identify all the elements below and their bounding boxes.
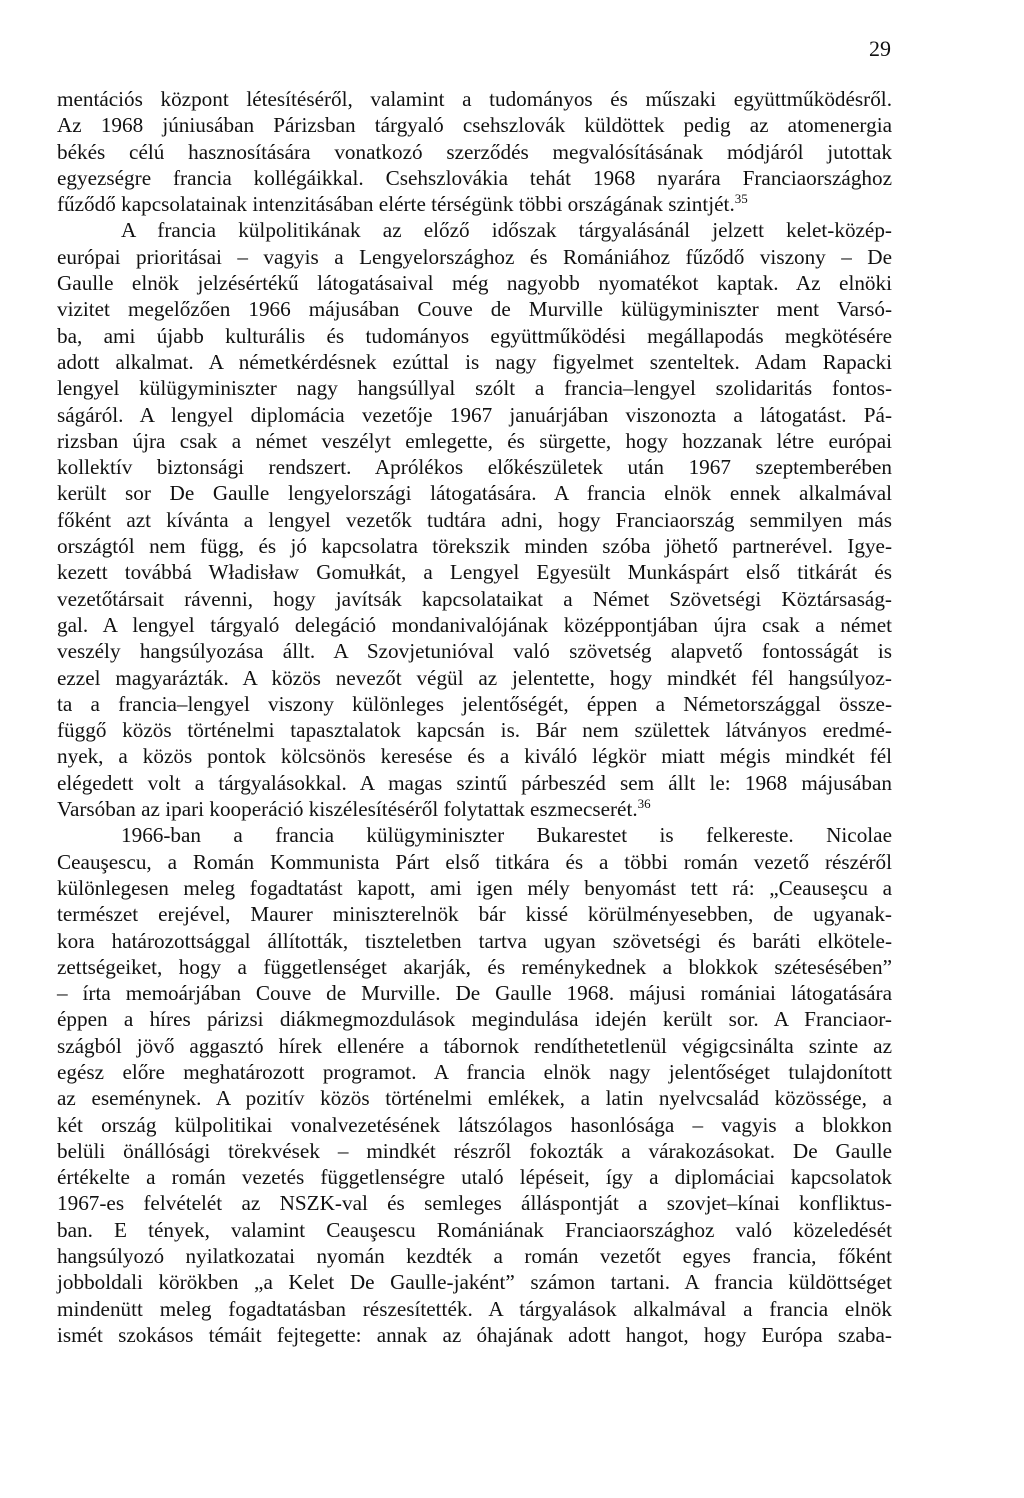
text-line: ismét szokásos témáit fejtegette: annak az óhajának adott hangot, hogy Európa szaba- xyxy=(57,1322,892,1347)
text-line: fűződő kapcsolatainak intenzitásában elérte térségünk többi országának szintjét.$^{35}$ xyxy=(57,191,748,217)
text-line: – írta memoárjában Couve de Murville. De Gaulle 1968. májusi romániai látogatására xyxy=(57,981,892,1006)
text-line: Gaulle elnök jelzésértékű látogatásaival még nagyobb nyomatékot kaptak. Az elnöki xyxy=(57,271,892,296)
text-line: ba, ami újabb kulturális és tudományos együttműködési megállapodás megkötésére xyxy=(57,323,892,348)
text-line: egész előre meghatározott programot. A francia elnök nagy jelentőséget tulajdonított xyxy=(57,1059,892,1084)
text-line: nyek, a közös pontok kölcsönös keresése és a kiváló légkör miatt mégis mindkét fél xyxy=(57,744,892,769)
text-line: függő közös történelmi tapasztalatok kapcsán is. Bár nem születtek látványos eredmé- xyxy=(57,718,892,743)
text-line: Az 1968 júniusában Párizsban tárgyaló csehszlovák küldöttek pedig az atomenergia xyxy=(57,113,892,138)
text-line: különlegesen meleg fogadtatást kapott, ami igen mély benyomást tett rá: „Ceauseşcu a xyxy=(57,875,892,900)
text-line: békés célú hasznosítására vonatkozó szerződés megvalósításának módjáról jutottak xyxy=(57,139,892,164)
text-line: értékelte a román vezetés függetlenségre utaló lépéseit, így a diplomáciai kapcsolatok xyxy=(57,1165,892,1190)
text-line: gal. A lengyel tárgyaló delegáció mondanivalójának középpontjában újra csak a német xyxy=(57,612,892,637)
text-line: ságáról. A lengyel diplomácia vezetője 1967 januárjában viszonozta a látogatást. Pá- xyxy=(57,402,892,427)
text-line: kollektív biztonsági rendszert. Aprólékos előkészületek után 1967 szeptemberében xyxy=(57,455,892,480)
footnote-marker: 35 xyxy=(734,191,748,207)
text-line: mentációs központ létesítéséről, valamint a tudományos és műszaki együttműködésről. xyxy=(57,87,892,111)
text-line: lengyel külügyminiszter nagy hangsúllyal szólt a francia–lengyel szolidaritás fontos- xyxy=(57,376,892,401)
text-line: jobboldali körökben „a Kelet De Gaulle-jaként” számon tartani. A francia küldöttséget xyxy=(57,1270,892,1295)
text-line: veszély hangsúlyozása állt. A Szovjetunióval való szövetség alapvető fontosságát is xyxy=(57,639,892,664)
text-line: kezett továbbá Władisław Gomułkát, a Lengyel Egyesült Munkáspárt első titkárát és xyxy=(57,560,892,585)
text-line: belüli önállósági törekvések – mindkét részről fokozták a várakozásokat. De Gaulle xyxy=(57,1138,892,1163)
text-line: Ceauşescu, a Román Kommunista Párt első titkára és a többi román vezető részéről xyxy=(57,849,892,874)
text-line: országtól nem függ, és jó kapcsolatra törekszik minden szóba jöhető partnerével. Igye- xyxy=(57,534,892,559)
text-line: rizsban újra csak a német veszélyt emlegette, és sürgette, hogy hozzanak létre európai xyxy=(57,428,892,453)
text-line: az eseménynek. A pozitív közös történelmi emlékek, a latin nyelvcsalád közössége, a xyxy=(57,1086,892,1111)
text-line: zettségeiket, hogy a függetlenséget akarják, és reménykednek a blokkok szétesésében” xyxy=(57,954,892,979)
page-number: 29 xyxy=(869,36,891,61)
text-line: vezetőtársait rávenni, hogy javítsák kapcsolataikat a Német Szövetségi Köztársaság- xyxy=(57,586,892,611)
text-line: került sor De Gaulle lengyelországi látogatására. A francia elnök ennek alkalmával xyxy=(57,481,892,506)
text-line: A francia külpolitikának az előző időszak tárgyalásánál jelzett kelet-közép- xyxy=(121,218,892,243)
text-line: természet erejével, Maurer miniszterelnök bár kissé körülményesebben, de ugyanak- xyxy=(57,902,892,927)
text-line: Varsóban az ipari kooperáció kiszélesítéséről folytattak eszmecserét.$^{36}$ xyxy=(57,795,651,822)
text-line: szágból jövő aggasztó hírek ellenére a tábornok rendíthetetlenül végigcsinálta szinte az xyxy=(57,1033,892,1058)
text-line: 1967-es felvételét az NSZK-val és semleges álláspontját a szovjet–kínai konfliktus- xyxy=(57,1191,892,1216)
footnote-marker: 36 xyxy=(637,795,651,811)
text-line: ta a francia–lengyel viszony különleges jelentőségét, éppen a Németországgal össze- xyxy=(57,691,892,716)
text-line: adott alkalmat. A németkérdésnek ezúttal is nagy figyelmet szenteltek. Adam Rapacki xyxy=(57,349,892,374)
text-line: éppen a híres párizsi diákmegmozdulások megindulása idején került sor. A Franciaor- xyxy=(57,1007,892,1032)
text-line: két ország külpolitikai vonalvezetésének látszólagos hasonlósága – vagyis a blokkon xyxy=(57,1112,892,1137)
text-line: kora határozottsággal állították, tiszteletben tartva ugyan szövetségi és baráti elkötele- xyxy=(57,928,892,953)
text-line: mindenütt meleg fogadtatásban részesítették. A tárgyalások alkalmával a francia elnök xyxy=(57,1296,892,1321)
text-line: egyezségre francia kollégáikkal. Csehszlovákia tehát 1968 nyarára Franciaországhoz xyxy=(57,165,892,190)
text-line: ezzel magyarázták. A közös nevezőt végül az jelentette, hogy mindkét fél hangsúlyoz- xyxy=(57,665,892,690)
text-line: ban. E tények, valamint Ceauşescu Romániának Franciaországhoz való közeledését xyxy=(57,1217,892,1242)
text-line: 1966-ban a francia külügyminiszter Bukarestet is felkereste. Nicolae xyxy=(121,823,892,848)
text-line: európai prioritásai – vagyis a Lengyelországhoz és Romániához fűződő viszony – De xyxy=(57,244,892,269)
text-line: elégedett volt a tárgyalásokkal. A magas szintű párbeszéd sem állt le: 1968 májusában xyxy=(57,770,892,795)
text-line: hangsúlyozó nyilatkozatai nyomán kezdték a román vezetőt egyes francia, főként xyxy=(57,1244,892,1269)
body-text xyxy=(57,86,892,1348)
text-line: vizitet megelőzően 1966 májusában Couve de Murville külügyminiszter ment Varsó- xyxy=(57,297,892,322)
text-line: főként azt kívánta a lengyel vezetők tudtára adni, hogy Franciaország semmilyen más xyxy=(57,507,892,532)
